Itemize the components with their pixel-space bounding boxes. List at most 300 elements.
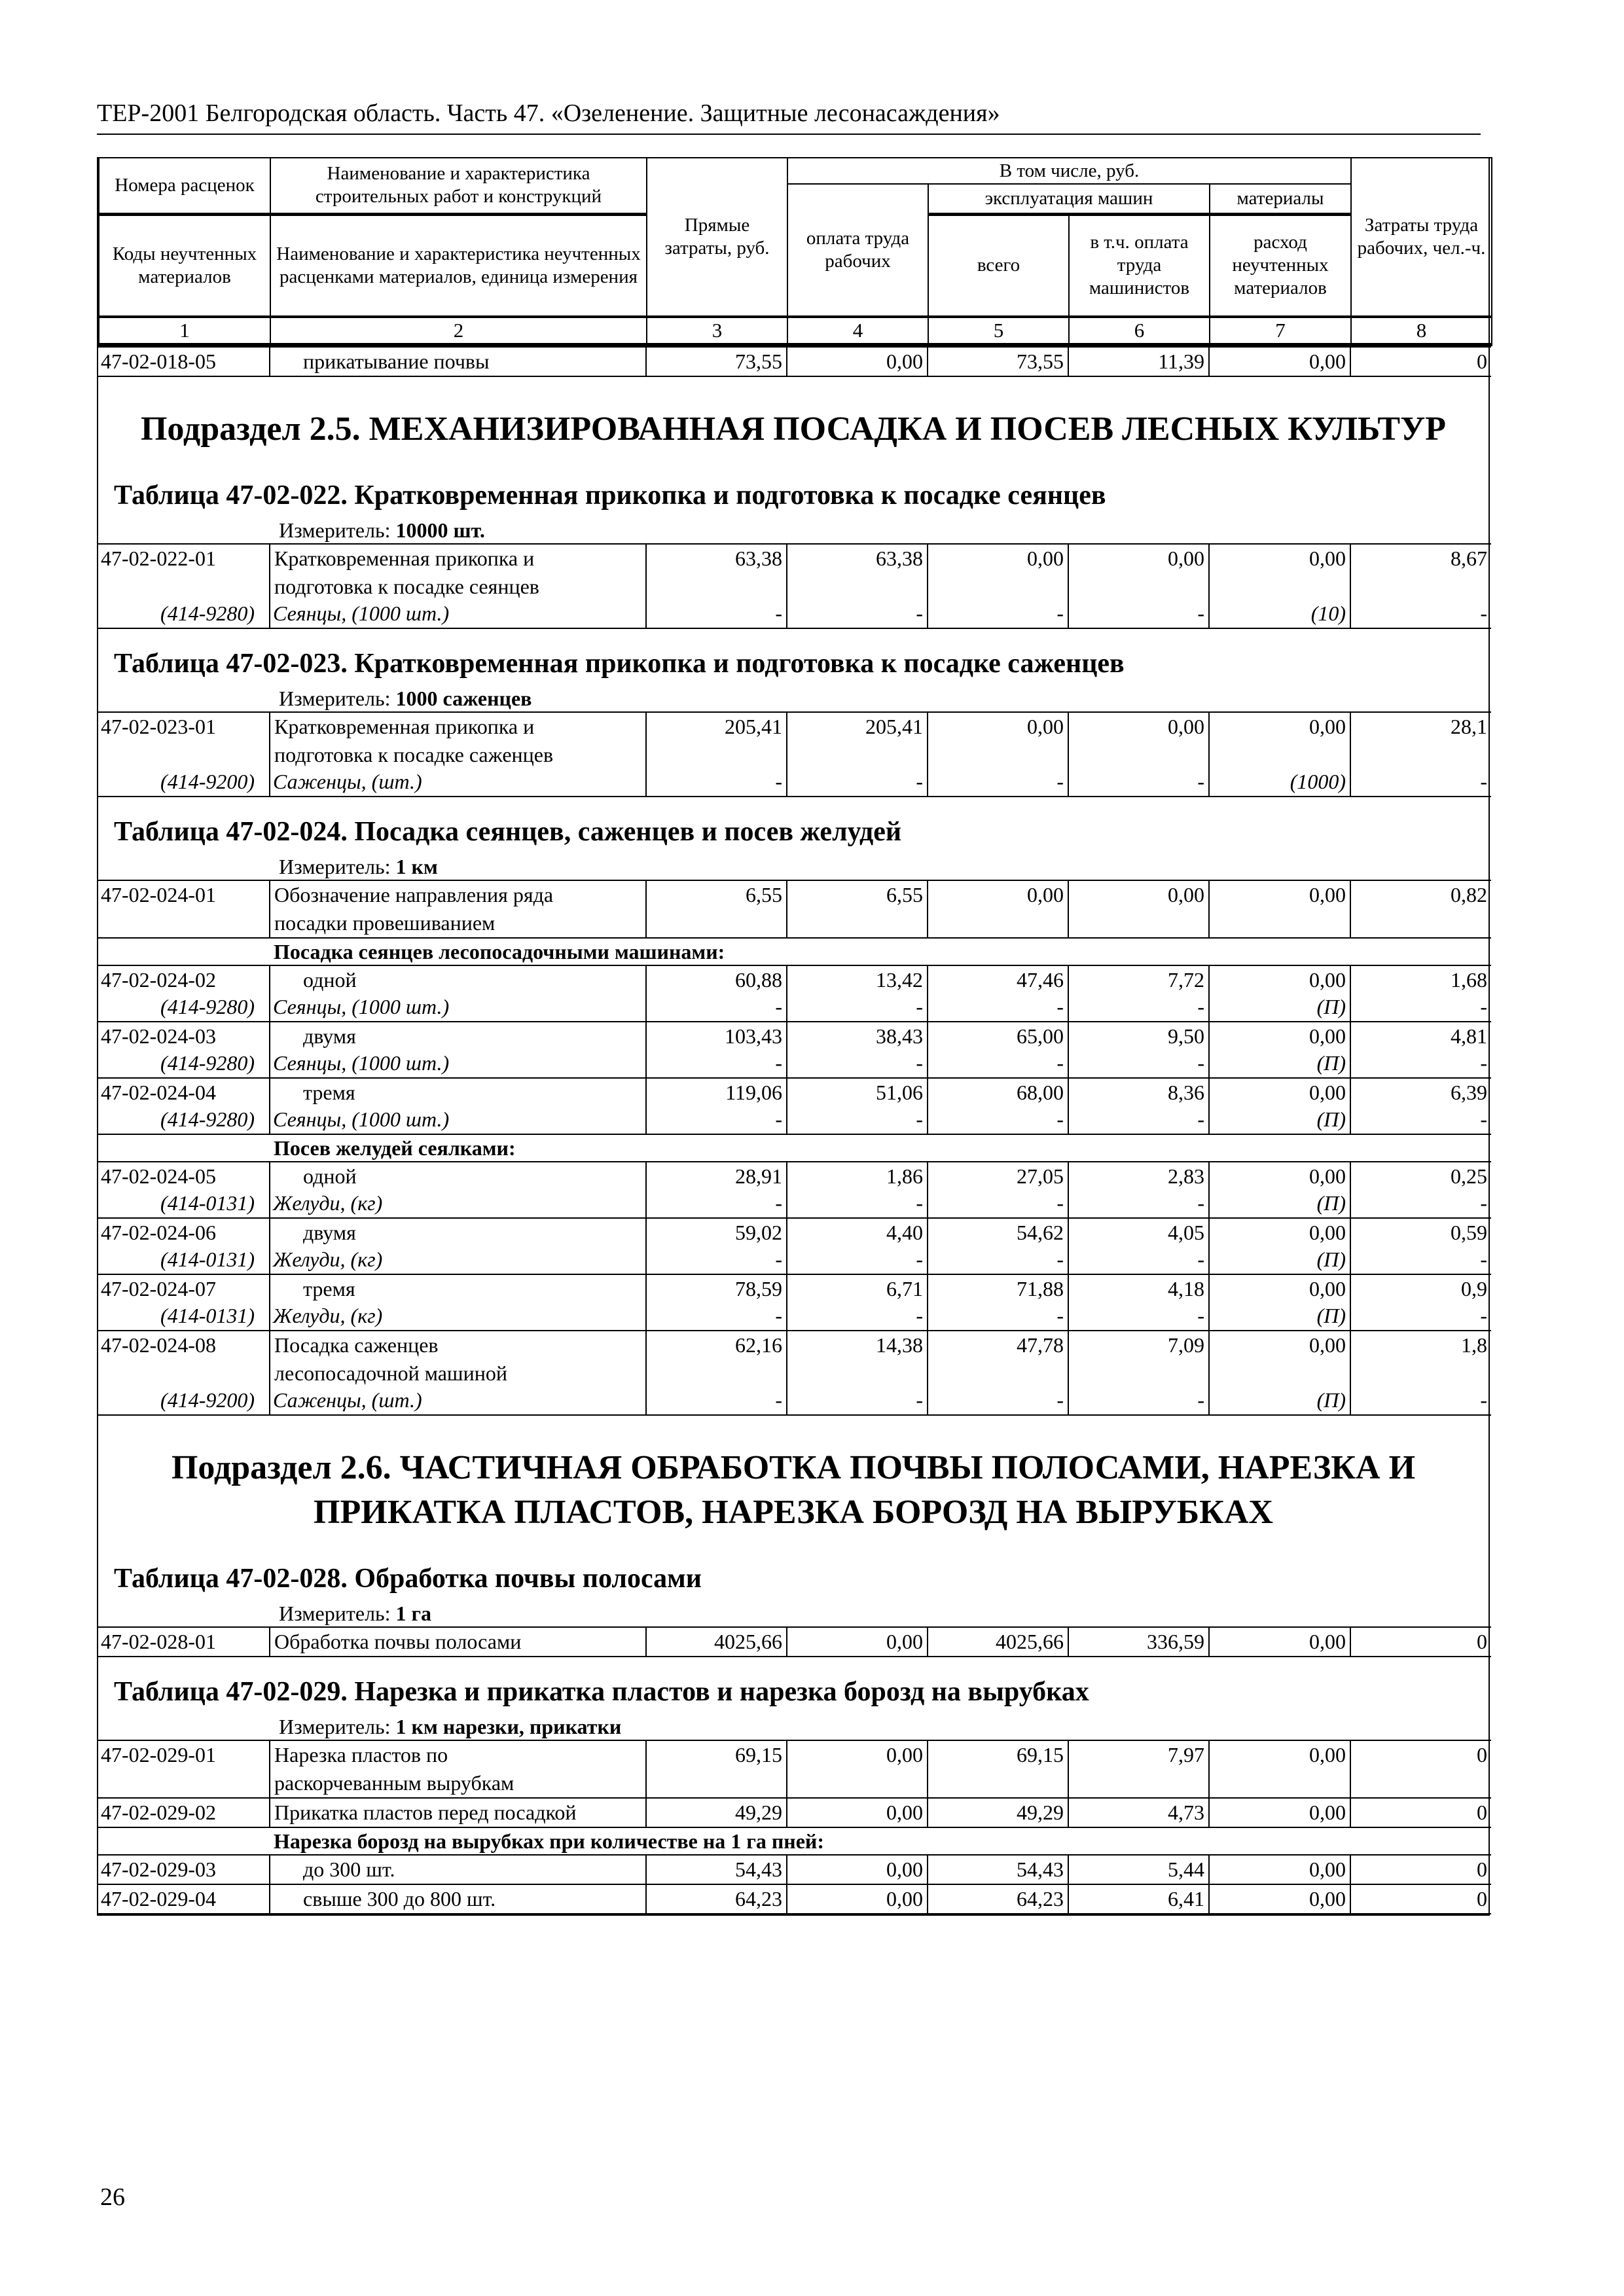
- work-name-cell: [270, 1627, 646, 1657]
- value: 0: [1477, 1743, 1487, 1767]
- value: 205,41: [865, 715, 923, 738]
- value-cell: [1209, 1627, 1350, 1657]
- value: 7,09: [1168, 1333, 1204, 1357]
- value-cell: [1350, 1162, 1491, 1218]
- price-table: [98, 543, 1491, 629]
- table-title: Таблица 47-02-028. Обработка почвы полосами: [114, 1564, 702, 1594]
- work-name-cell: [270, 1740, 646, 1798]
- value-cell: [1350, 347, 1491, 376]
- value-cell: [1350, 1022, 1491, 1078]
- rate-code-cell: [98, 544, 270, 628]
- value-cell: [646, 1162, 787, 1218]
- material-code: (414-9200): [160, 770, 255, 793]
- table-row: [98, 1022, 1491, 1078]
- value: 0,00: [1309, 1081, 1346, 1104]
- rate-code-cell: [98, 1884, 270, 1914]
- value: 1,86: [886, 1164, 923, 1188]
- value: 78,59: [735, 1277, 782, 1300]
- value: 28,1: [1451, 715, 1487, 738]
- value: 27,05: [1017, 1164, 1064, 1188]
- rate-code-cell: [98, 1022, 270, 1078]
- material-value: -: [775, 1388, 782, 1412]
- value-cell: [928, 1022, 1068, 1078]
- measure-label: Измеритель:: [279, 687, 391, 710]
- table-row: [98, 544, 1491, 628]
- column-number: 2: [270, 317, 647, 345]
- material-value: -: [1480, 1247, 1487, 1271]
- value-cell: [1068, 1218, 1209, 1274]
- value-cell: [1209, 1798, 1350, 1827]
- value: 4,18: [1168, 1277, 1204, 1300]
- value-cell: [928, 1162, 1068, 1218]
- value-cell: [787, 1627, 928, 1657]
- measure-unit: 1 га: [395, 1602, 432, 1625]
- material-value: -: [1056, 1191, 1064, 1215]
- value: 54,62: [1017, 1221, 1064, 1244]
- material-code: (414-9280): [160, 1107, 255, 1131]
- material-name: Желуди, (кг): [273, 1247, 383, 1271]
- value-cell: [787, 1884, 928, 1914]
- value-cell: [787, 712, 928, 797]
- material-value: -: [775, 601, 782, 625]
- work-name-line: Обработка почвы полосами: [274, 1630, 522, 1653]
- value-cell: [646, 544, 787, 628]
- group-label: Нарезка борозд на вырубках при количестве на 1 га пней:: [98, 1827, 1491, 1855]
- rate-code-cell: [98, 1798, 270, 1827]
- value: 0,00: [1309, 968, 1346, 992]
- value: 7,72: [1168, 968, 1204, 992]
- table-title: Таблица 47-02-023. Кратковременная прикопка и подготовка к посадке саженцев: [114, 649, 1125, 679]
- material-code: (414-9280): [160, 601, 255, 625]
- table-title: Таблица 47-02-022. Кратковременная прикопка и подготовка к посадке сеянцев: [114, 480, 1106, 511]
- material-value: -: [1480, 1388, 1487, 1412]
- value-cell: [646, 712, 787, 797]
- work-name-cell: [270, 1274, 646, 1331]
- value: 336,59: [1147, 1630, 1204, 1653]
- rate-code: 47-02-024-06: [101, 1221, 216, 1244]
- value-cell: [928, 712, 1068, 797]
- work-name-line: прикатывание почвы: [303, 350, 490, 373]
- material-value: (П): [1316, 1247, 1346, 1271]
- material-value: -: [775, 1191, 782, 1215]
- rate-code: 47-02-023-01: [101, 715, 216, 738]
- table-row: [98, 1078, 1491, 1134]
- header-including: В том числе, руб.: [787, 158, 1351, 184]
- rate-code-cell: [98, 712, 270, 797]
- measure-line: [98, 685, 1489, 711]
- page-number: 26: [100, 2183, 125, 2211]
- value: 38,43: [876, 1024, 923, 1048]
- value-cell: [1350, 965, 1491, 1022]
- measure-unit: 1000 саженцев: [395, 687, 532, 710]
- value: 11,39: [1158, 350, 1204, 373]
- value-cell: [1350, 544, 1491, 628]
- value-cell: [928, 1331, 1068, 1415]
- rate-code: 47-02-029-03: [101, 1857, 216, 1881]
- header-materials: материалы: [1210, 184, 1351, 214]
- value-cell: [1068, 1274, 1209, 1331]
- value-cell: [646, 1627, 787, 1657]
- material-code: (414-9280): [160, 1051, 255, 1075]
- work-name-line: Кратковременная прикопка и: [274, 547, 535, 570]
- material-value: (10): [1310, 601, 1346, 625]
- material-value: -: [1480, 601, 1487, 625]
- value-cell: [928, 1884, 1068, 1914]
- value: 60,88: [735, 968, 782, 992]
- price-table: [98, 711, 1491, 797]
- measure-label: Измеритель:: [279, 518, 391, 542]
- header-work-name: Наименование и характеристика строительных работ и конструкций: [270, 158, 647, 214]
- value-cell: [928, 1798, 1068, 1827]
- rate-code-cell: [98, 1218, 270, 1274]
- table-title: Таблица 47-02-029. Нарезка и прикатка пластов и нарезка борозд на вырубках: [114, 1677, 1089, 1707]
- rate-code: 47-02-022-01: [101, 547, 216, 570]
- column-numbers: [98, 317, 1492, 346]
- column-number: 1: [99, 317, 270, 345]
- value: 2,83: [1168, 1164, 1204, 1188]
- value-cell: [1068, 712, 1209, 797]
- value: 0,59: [1451, 1221, 1487, 1244]
- value: 0,00: [1309, 1024, 1346, 1048]
- value-cell: [1350, 1798, 1491, 1827]
- value-cell: [646, 1218, 787, 1274]
- table-row: [98, 712, 1491, 797]
- rate-code-cell: [98, 1627, 270, 1657]
- value: 0,00: [1027, 547, 1064, 570]
- material-value: -: [1480, 995, 1487, 1018]
- value-cell: [1350, 1274, 1491, 1331]
- table-row: [98, 347, 1491, 376]
- value: 63,38: [876, 547, 923, 570]
- table-title: Таблица 47-02-024. Посадка сеянцев, саженцев и посев желудей: [114, 817, 902, 847]
- value: 59,02: [735, 1221, 782, 1244]
- material-value: -: [1197, 1191, 1204, 1215]
- value-cell: [1350, 1218, 1491, 1274]
- material-value: -: [916, 1191, 923, 1215]
- value-cell: [787, 1798, 928, 1827]
- material-value: -: [775, 1051, 782, 1075]
- value: 47,46: [1017, 968, 1064, 992]
- rate-code: 47-02-028-01: [101, 1630, 216, 1653]
- material-value: -: [1197, 1247, 1204, 1271]
- value-cell: [787, 1855, 928, 1884]
- work-name-line: одной: [303, 1164, 357, 1188]
- subsection-title: Подраздел 2.6. ЧАСТИЧНАЯ ОБРАБОТКА ПОЧВЫ ПОЛОСАМИ, НАРЕЗКА И ПРИКАТКА ПЛАСТОВ, НАРЕЗКА БОРОЗД НА ВЫРУБКАХ: [171, 1449, 1416, 1531]
- rate-code: 47-02-024-05: [101, 1164, 216, 1188]
- value: 0: [1477, 1630, 1487, 1653]
- group-label: Посев желудей сеялками:: [98, 1134, 1491, 1162]
- rate-code: 47-02-024-07: [101, 1277, 216, 1300]
- value-cell: [1209, 1884, 1350, 1914]
- material-value: -: [1480, 1304, 1487, 1327]
- work-name-line: одной: [303, 968, 357, 992]
- value: 0,82: [1451, 883, 1487, 906]
- work-name-line: Нарезка пластов по: [274, 1743, 448, 1767]
- column-number: 8: [1351, 317, 1492, 345]
- value: 1,68: [1451, 968, 1487, 992]
- work-name-cell: [270, 880, 646, 938]
- rate-code-cell: [98, 965, 270, 1022]
- value: 0,00: [1168, 715, 1204, 738]
- value-cell: [1068, 1078, 1209, 1134]
- work-name-cell: [270, 544, 646, 628]
- table-row: [98, 965, 1491, 1022]
- work-name-line: свыше 300 до 800 шт.: [303, 1887, 496, 1910]
- value-cell: [1068, 347, 1209, 376]
- material-value: -: [1056, 1107, 1064, 1131]
- material-name: Сеянцы, (1000 шт.): [273, 1051, 450, 1075]
- value-cell: [646, 1078, 787, 1134]
- material-value: -: [1197, 995, 1204, 1018]
- value: 0,00: [1309, 1743, 1346, 1767]
- value: 0,00: [1309, 1221, 1346, 1244]
- value-cell: [787, 1162, 928, 1218]
- subsection-title: Подраздел 2.5. МЕХАНИЗИРОВАННАЯ ПОСАДКА И ПОСЕВ ЛЕСНЫХ КУЛЬТУР: [140, 410, 1447, 448]
- material-value: -: [916, 1388, 923, 1412]
- work-name-cell: [270, 1218, 646, 1274]
- value-cell: [1209, 1162, 1350, 1218]
- price-table: [98, 1740, 1491, 1914]
- rate-code: 47-02-024-03: [101, 1024, 216, 1048]
- material-value: (П): [1316, 1388, 1346, 1412]
- work-name-line: лесопосадочной машиной: [274, 1361, 507, 1385]
- value-cell: [1068, 1022, 1209, 1078]
- material-name: Саженцы, (шт.): [273, 1388, 422, 1412]
- material-value: -: [1197, 1051, 1204, 1075]
- material-value: -: [775, 770, 782, 793]
- value: 71,88: [1017, 1277, 1064, 1300]
- material-value: -: [1480, 1051, 1487, 1075]
- value: 73,55: [1017, 350, 1064, 373]
- value-cell: [646, 1274, 787, 1331]
- value: 103,43: [725, 1024, 782, 1048]
- material-name: Сеянцы, (1000 шт.): [273, 1107, 450, 1131]
- measure-line: [98, 1713, 1489, 1740]
- table-row: [98, 1740, 1491, 1798]
- material-value: (П): [1316, 1191, 1346, 1215]
- header-rate-numbers: Номера расценок: [99, 158, 270, 214]
- measure-line: [98, 853, 1489, 880]
- value-cell: [646, 1855, 787, 1884]
- value-cell: [1209, 347, 1350, 376]
- table-row: [98, 1218, 1491, 1274]
- material-name: Сеянцы, (1000 шт.): [273, 995, 450, 1018]
- value-cell: [1209, 880, 1350, 938]
- value: 0,00: [1027, 715, 1064, 738]
- value-cell: [1209, 712, 1350, 797]
- value-cell: [1350, 880, 1491, 938]
- value-cell: [1068, 1884, 1209, 1914]
- measure-line: [98, 517, 1489, 543]
- value: 6,71: [886, 1277, 923, 1300]
- work-name-line: подготовка к посадке саженцев: [274, 743, 554, 766]
- measure-label: Измеритель:: [279, 1602, 391, 1625]
- value-cell: [1068, 1162, 1209, 1218]
- material-value: -: [1056, 601, 1064, 625]
- column-number: 7: [1210, 317, 1351, 345]
- work-name-line: тремя: [303, 1277, 355, 1300]
- value: 54,43: [1017, 1857, 1064, 1881]
- value: 0,00: [1309, 1630, 1346, 1653]
- value-cell: [1068, 965, 1209, 1022]
- value-cell: [787, 1331, 928, 1415]
- value: 51,06: [876, 1081, 923, 1104]
- value-cell: [787, 1274, 928, 1331]
- value: 68,00: [1017, 1081, 1064, 1104]
- column-number: 6: [1069, 317, 1210, 345]
- value: 0: [1477, 1801, 1487, 1824]
- value-cell: [1209, 1740, 1350, 1798]
- value: 0,00: [886, 1857, 923, 1881]
- value: 5,44: [1168, 1857, 1204, 1881]
- value: 0,00: [1309, 1801, 1346, 1824]
- measure-unit: 10000 шт.: [395, 518, 485, 542]
- group-label: Посадка сеянцев лесопосадочными машинами:: [98, 938, 1491, 965]
- value-cell: [1350, 1331, 1491, 1415]
- material-name: Желуди, (кг): [273, 1304, 383, 1327]
- value-cell: [1209, 1218, 1350, 1274]
- value: 6,55: [886, 883, 923, 906]
- value: 0,00: [1168, 883, 1204, 906]
- header-labor-costs: Затраты труда рабочих, чел.-ч.: [1351, 158, 1492, 316]
- table-row: [98, 1798, 1491, 1827]
- material-value: (П): [1316, 1304, 1346, 1327]
- value-cell: [928, 880, 1068, 938]
- work-name-line: двумя: [303, 1024, 356, 1048]
- value: 9,50: [1168, 1024, 1204, 1048]
- value-cell: [787, 880, 928, 938]
- measure-label: Измеритель:: [279, 1715, 391, 1738]
- rate-code: 47-02-024-04: [101, 1081, 216, 1104]
- value-cell: [1350, 1855, 1491, 1884]
- rate-code-cell: [98, 1855, 270, 1884]
- measure-unit: 1 км: [395, 855, 438, 878]
- value: 0: [1477, 1857, 1487, 1881]
- rate-code: 47-02-024-02: [101, 968, 216, 992]
- material-value: -: [1056, 1247, 1064, 1271]
- value-cell: [928, 965, 1068, 1022]
- rate-code: 47-02-029-04: [101, 1887, 216, 1910]
- value: 0,00: [1309, 1333, 1346, 1357]
- table-row: [98, 1627, 1491, 1657]
- header-material-names: Наименование и характеристика неучтенных расценками материалов, единица измерения: [270, 214, 647, 316]
- material-code: (414-0131): [160, 1304, 255, 1327]
- value: 0,00: [886, 350, 923, 373]
- value: 0,00: [886, 1743, 923, 1767]
- material-value: -: [916, 1107, 923, 1131]
- value: 49,29: [735, 1801, 782, 1824]
- material-value: (П): [1316, 995, 1346, 1018]
- value: 6,39: [1451, 1081, 1487, 1104]
- work-name-cell: [270, 712, 646, 797]
- table-row: [98, 1331, 1491, 1415]
- value-cell: [787, 347, 928, 376]
- value-cell: [646, 1884, 787, 1914]
- value-cell: [928, 1855, 1068, 1884]
- rate-code: 47-02-024-08: [101, 1333, 216, 1357]
- value: 1,8: [1461, 1333, 1487, 1357]
- value-cell: [928, 347, 1068, 376]
- column-number: 5: [928, 317, 1069, 345]
- value: 0,00: [1309, 715, 1346, 738]
- value-cell: [1068, 880, 1209, 938]
- material-value: (П): [1316, 1107, 1346, 1131]
- value: 0,00: [886, 1801, 923, 1824]
- work-name-cell: [270, 1798, 646, 1827]
- work-name-line: Обозначение направления ряда: [274, 883, 554, 906]
- material-value: -: [775, 1304, 782, 1327]
- material-value: -: [1480, 1191, 1487, 1215]
- value-cell: [787, 1078, 928, 1134]
- value: 47,78: [1017, 1333, 1064, 1357]
- work-name-cell: [270, 1162, 646, 1218]
- material-value: -: [1197, 770, 1204, 793]
- value: 62,16: [735, 1333, 782, 1357]
- work-name-cell: [270, 965, 646, 1022]
- value-cell: [928, 1078, 1068, 1134]
- header-machines-total: всего: [928, 214, 1069, 316]
- material-value: -: [1197, 1304, 1204, 1327]
- material-value: -: [775, 1107, 782, 1131]
- measure-label: Измеритель:: [279, 855, 391, 878]
- value: 13,42: [876, 968, 923, 992]
- rate-code: 47-02-029-01: [101, 1743, 216, 1767]
- value: 0,00: [886, 1630, 923, 1653]
- value-cell: [928, 1218, 1068, 1274]
- value-cell: [1350, 712, 1491, 797]
- work-name-line: до 300 шт.: [303, 1857, 395, 1881]
- value-cell: [928, 1740, 1068, 1798]
- value-cell: [928, 1627, 1068, 1657]
- material-value: -: [1480, 1107, 1487, 1131]
- value-cell: [1209, 1274, 1350, 1331]
- rate-code-cell: [98, 1274, 270, 1331]
- value-cell: [1068, 1855, 1209, 1884]
- material-value: (1000): [1290, 770, 1346, 793]
- value: 205,41: [725, 715, 782, 738]
- work-name-cell: [270, 1022, 646, 1078]
- material-value: -: [775, 995, 782, 1018]
- value: 0,00: [1309, 1887, 1346, 1910]
- value-cell: [1350, 1884, 1491, 1914]
- material-value: -: [1197, 1107, 1204, 1131]
- value-cell: [787, 1740, 928, 1798]
- material-value: -: [916, 770, 923, 793]
- value: 0,00: [1309, 1164, 1346, 1188]
- material-value: -: [1197, 601, 1204, 625]
- rate-code-cell: [98, 1331, 270, 1415]
- material-code: (414-0131): [160, 1247, 255, 1271]
- value: 0,00: [886, 1887, 923, 1910]
- header-worker-pay: оплата труда рабочих: [787, 184, 928, 316]
- value-cell: [646, 965, 787, 1022]
- value-cell: [1068, 1331, 1209, 1415]
- material-code: (414-9200): [160, 1388, 255, 1412]
- material-value: -: [916, 1304, 923, 1327]
- value: 119,06: [725, 1081, 782, 1104]
- column-number: 3: [647, 317, 787, 345]
- price-table-container: [97, 157, 1490, 1916]
- value-cell: [787, 965, 928, 1022]
- value: 4,81: [1451, 1024, 1487, 1048]
- value: 4025,66: [714, 1630, 782, 1653]
- value: 4,73: [1168, 1801, 1204, 1824]
- value-cell: [787, 1218, 928, 1274]
- table-row: [98, 1274, 1491, 1331]
- material-value: -: [1480, 770, 1487, 793]
- header-machinist-pay: в т.ч. оплата труда машинистов: [1069, 214, 1210, 316]
- group-row: [98, 938, 1491, 965]
